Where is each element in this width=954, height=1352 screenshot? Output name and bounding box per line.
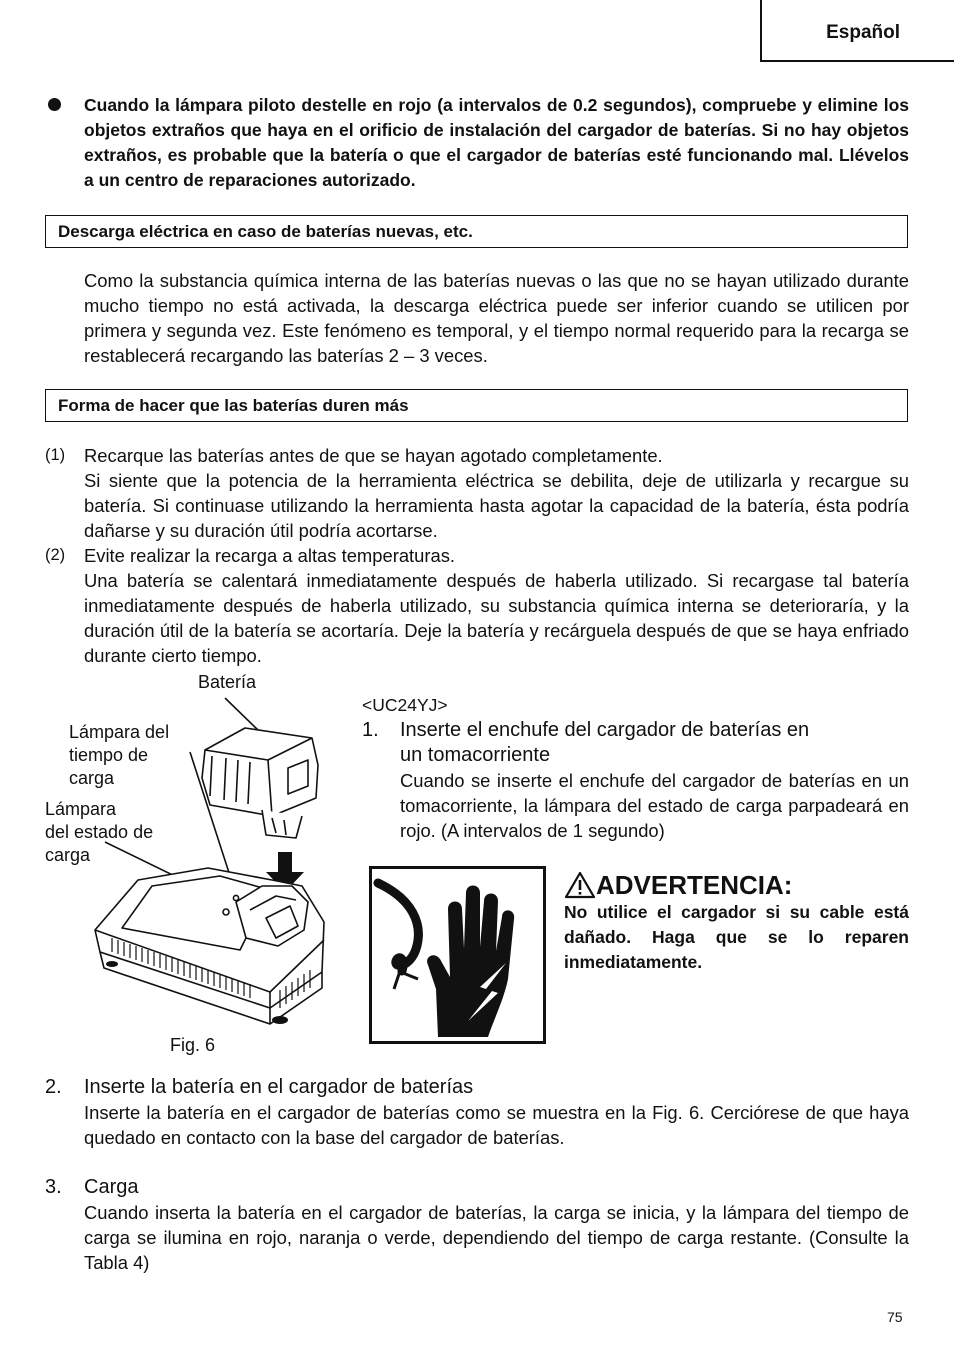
list-item-title: Evite realizar la recarga a altas temperaturas. <box>84 545 456 566</box>
step-body: Inserte la batería en el cargador de baterías como se muestra en la Fig. 6. Cerciórese de que haya quedado en contacto con la base del cargador de baterías. <box>84 1102 909 1148</box>
section-heading-battery-life: Forma de hacer que las baterías duren más <box>45 389 908 422</box>
warning-title-text: ADVERTENCIA: <box>596 870 793 900</box>
figure-label-time-lamp-1: Lámpara del <box>69 722 170 742</box>
figure-label-time-lamp-3: carga <box>69 768 115 788</box>
section-heading-discharge: Descarga eléctrica en caso de baterías nuevas, etc. <box>45 215 908 248</box>
list-number: (1) <box>45 446 66 464</box>
list-item-title: Recarque las baterías antes de que se hayan agotado completamente. <box>84 445 663 466</box>
list-number: (2) <box>45 546 66 564</box>
figure-caption: Fig. 6 <box>170 1035 216 1055</box>
page-number: 75 <box>887 1309 903 1325</box>
step-body: Cuando inserta la batería en el cargador de baterías, la carga se inicia, y la lámpara del tiempo de carga se ilumina en rojo, naranja o verde, dependiendo del tiempo de carga restante. (Consulte la Tabla 4) <box>84 1202 909 1273</box>
bullet-icon <box>48 98 61 111</box>
language-label: Español <box>826 22 900 43</box>
electric-shock-hand-icon <box>369 866 546 1044</box>
figure-label-time-lamp-2: tiempo de <box>69 745 149 765</box>
step-body: Cuando se inserte el enchufe del cargador de baterías en un tomacorriente, la lámpara del estado de carga parpadeará en rojo. (A intervalos de 1 segundo) <box>400 770 909 841</box>
step-title: Inserte la batería en el cargador de baterías <box>84 1076 474 1098</box>
step-number: 2. <box>45 1076 62 1098</box>
step-number: 3. <box>45 1176 62 1198</box>
step-title: Inserte el enchufe del cargador de baterías en <box>400 719 810 741</box>
pilot-lamp-warning: Cuando la lámpara piloto destelle en rojo (a intervalos de 0.2 segundos), compruebe y elimine los objetos extraños que haya en el orificio de instalación del cargador de baterías. Si no hay objetos extraños, es probable que la batería o que el cargador de baterías esté funcionando mal. Llévelos a un centro de reparaciones autorizado. <box>84 95 909 190</box>
battery-charger-illustration <box>40 690 360 1035</box>
step-title: Carga <box>84 1176 139 1198</box>
step-title: un tomacorriente <box>400 744 551 766</box>
figure-label-status-lamp-2: del estado de <box>45 822 154 842</box>
list-item-body: Una batería se calentará inmediatamente después de haberla utilizado. Si recargase tal batería inmediatamente después de haberla utilizado, su substancia química interna se deterioraría, y la duración útil de la batería se acortaría. Deje la batería y recárguela después de que se haya enfriado durante cierto tiempo. <box>84 570 909 666</box>
warning-triangle-icon <box>564 871 596 899</box>
warning-title <box>564 870 792 900</box>
model-label: <UC24YJ> <box>362 695 448 715</box>
list-item-body: Si siente que la potencia de la herramienta eléctrica se debilita, deje de utilizarla y recargue su batería. Si continuase utilizando la herramienta hasta agotar la capacidad de la batería, ésta podría dañarse y su duración útil podría acortarse. <box>84 470 909 541</box>
step-number: 1. <box>362 719 379 741</box>
figure-label-status-lamp-1: Lámpara <box>45 799 117 819</box>
figure-label-battery: Batería <box>198 672 257 692</box>
figure-label-status-lamp-3: carga <box>45 845 91 865</box>
discharge-paragraph: Como la substancia química interna de las baterías nuevas o las que no se hayan utilizado durante mucho tiempo no está activada, la descarga eléctrica puede ser inferior cuando se utilicen por primera y segunda vez. Este fenómeno es temporal, y el tiempo normal requerido para la recarga se restablecerá recargando las baterías 2 – 3 veces. <box>84 270 909 366</box>
warning-text: No utilice el cargador si su cable está dañado. Haga que se lo reparen inmediatamente. <box>564 902 909 972</box>
language-tab <box>760 0 954 62</box>
